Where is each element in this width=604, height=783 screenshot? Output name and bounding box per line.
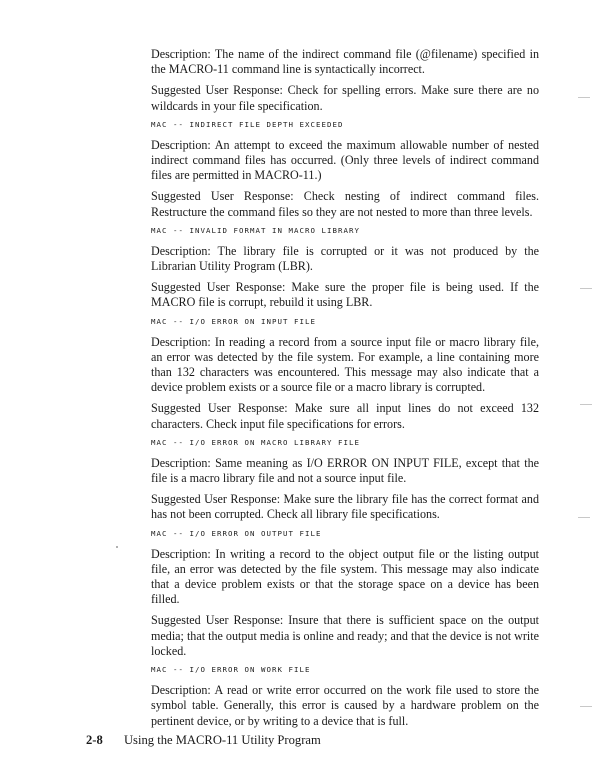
description-paragraph: Description: In writing a record to the object output file or the listing output file, an error was detected by the file system. This message may also indicate that a device problem exists or that the storage space on a device has been filled. [151,546,539,607]
description-paragraph: Description: The name of the indirect command file (@filename) specified in the MACRO-11 command line is syntactically incorrect. [151,47,539,77]
margin-mark [580,706,592,707]
chapter-title: Using the MACRO-11 Utility Program [123,733,321,747]
margin-mark [580,288,592,289]
description-paragraph: Description: The library file is corrupted or it was not produced by the Librarian Utility Program (LBR). [151,243,539,274]
response-paragraph: Suggested User Response: Check for spelling errors. Make sure there are no wildcards in your file specification. [151,83,539,113]
page-body [151,47,539,735]
error-message-heading: MAC -- INDIRECT FILE DEPTH EXCEEDED [151,119,344,129]
description-paragraph: Description: Same meaning as I/O ERROR ON INPUT FILE, except that the file is a macro library file and not a source input file. [151,455,539,486]
margin-mark [578,97,590,98]
response-paragraph: Suggested User Response: Check nesting of indirect command files. Restructure the command files so they are not nested to more than three levels. [151,189,539,219]
response-paragraph: Suggested User Response: Make sure the proper file is being used. If the MACRO file is corrupt, rebuild it using LBR. [151,280,539,310]
description-paragraph: Description: An attempt to exceed the maximum allowable number of nested indirect command files has occurred. (Only three levels of indirect command files are permitted in MACRO-11.) [151,137,539,183]
margin-mark [580,404,592,405]
response-paragraph: Suggested User Response: Make sure the library file has the correct format and has not been corrupted. Check all library file specifications. [151,492,539,522]
description-paragraph: Description: A read or write error occurred on the work file used to store the symbol table. Generally, this error is caused by a hardware problem on the pertinent device, or by writing to a device that is full. [151,683,539,728]
response-paragraph: Suggested User Response: Insure that there is sufficient space on the output media; that the output media is online and ready; and that the device is not write locked. [151,613,539,658]
response-paragraph: Suggested User Response: Make sure all input lines do not exceed 132 characters. Check input file specifications for errors. [151,401,539,431]
error-message-heading: MAC -- I/O ERROR ON WORK FILE [151,665,311,675]
page-footer [86,733,321,748]
error-message-heading: MAC -- I/O ERROR ON MACRO LIBRARY FILE [151,437,360,447]
error-message-heading: MAC -- I/O ERROR ON INPUT FILE [151,316,316,326]
description-paragraph: Description: In reading a record from a source input file or macro library file, an error was detected by the file system. For example, a line containing more than 132 characters was encountered. This message may also indicate that a device problem exists or a source file or a macro library is corrupted. [151,334,539,395]
error-message-heading: MAC -- I/O ERROR ON OUTPUT FILE [151,528,322,538]
page-number: 2-8 [86,733,103,747]
error-message-heading: MAC -- INVALID FORMAT IN MACRO LIBRARY [151,225,360,235]
margin-mark [578,517,590,518]
stray-dot [116,546,118,548]
